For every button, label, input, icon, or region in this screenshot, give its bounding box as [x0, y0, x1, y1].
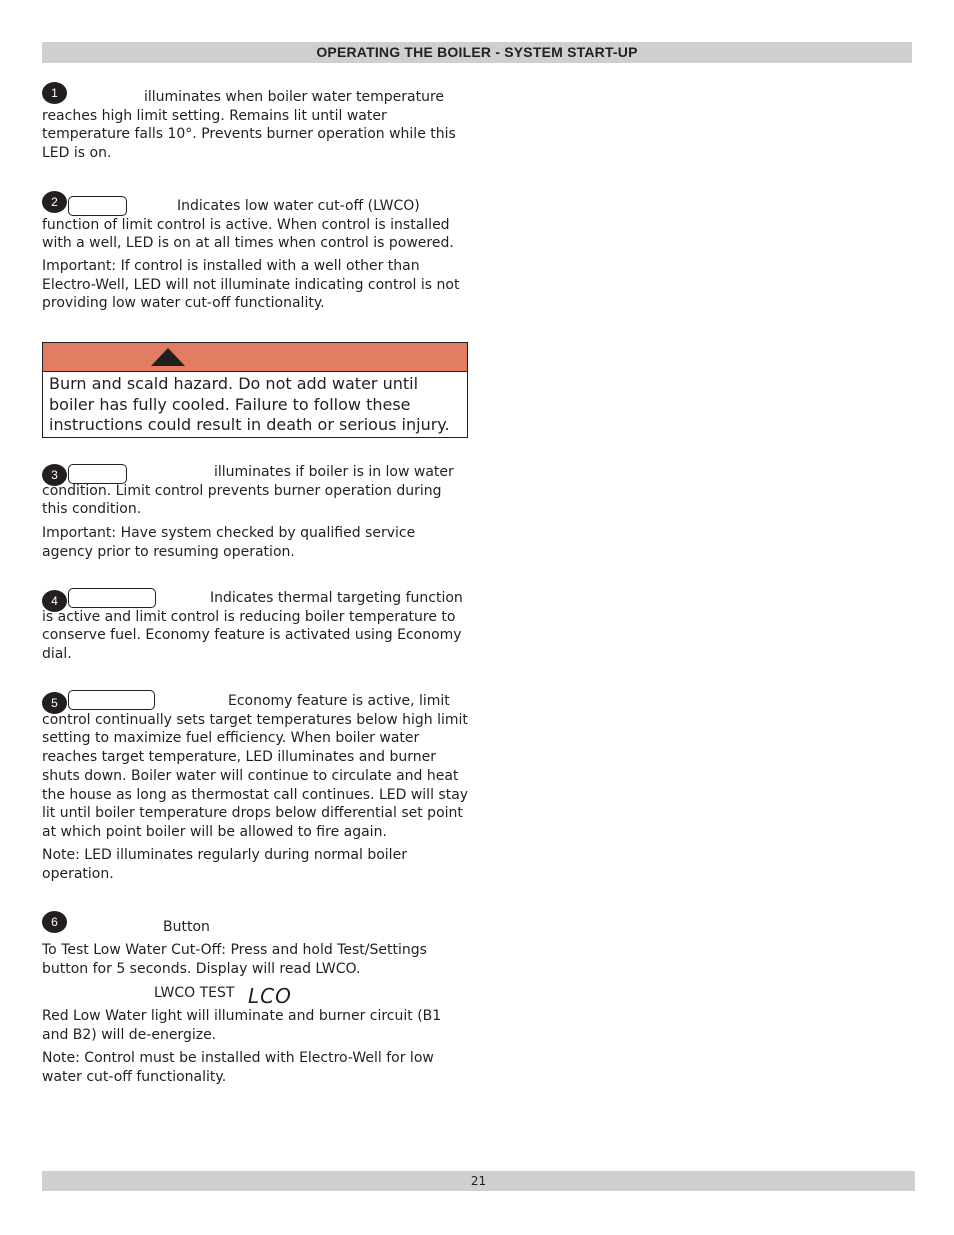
section-1-text: illuminates when boiler water temperature reaches high limit setting. Remains lit until water temperature falls 10°. Prevents burner operation while this LED is on.	[42, 89, 456, 162]
lwco-test-label: LWCO TEST	[154, 985, 235, 1001]
warning-triangle-icon	[151, 348, 185, 366]
step-3-badge: 3	[42, 464, 67, 486]
warning-text: Burn and scald hazard. Do not add water until boiler has fully cooled. Failure to follow these instructions could result in death or serious injury.	[49, 374, 450, 434]
warning-header	[43, 343, 467, 372]
section-5-text: Economy feature is active, limit control continually sets target temperatures below high limit setting to maximize fuel efficiency. When boiler water reaches target temperature, LED illuminates and burner shuts down. Boiler water will continue to circulate and heat the house as long as thermostat call continues. LED will stay lit until boiler temperature drops below differential set point at which point boiler will be allowed to fire again.	[42, 693, 469, 840]
step-2-badge: 2	[42, 191, 67, 213]
footer-bar	[42, 1171, 915, 1191]
page-number: 21	[470, 1174, 487, 1188]
section-6-result: Red Low Water light will illuminate and burner circuit (B1 and B2) will de-energize.	[42, 1008, 442, 1043]
section-6-note: Note: Control must be installed with Electro-Well for low water cut-off functionality.	[42, 1050, 434, 1085]
step-5-badge: 5	[42, 692, 67, 714]
section-2-important: Important: If control is installed with a well other than Electro-Well, LED will not illuminate indicating control is not providing low water cut-off functionality.	[42, 258, 460, 312]
section-3-text: illuminates if boiler is in low water condition. Limit control prevents burner operation during this condition.	[42, 464, 454, 518]
section-5-note: Note: LED illuminates regularly during normal boiler operation.	[42, 847, 407, 882]
lco-display-readout: LCO	[248, 984, 292, 1008]
step-6-badge: 6	[42, 911, 67, 933]
step-4-badge: 4	[42, 590, 67, 612]
section-6-text: To Test Low Water Cut-Off: Press and hold Test/Settings button for 5 seconds. Display will read LWCO.	[42, 942, 427, 977]
step-1-badge: 1	[42, 82, 67, 104]
header-bar	[42, 42, 912, 63]
section-3-important: Important: Have system checked by qualified service agency prior to resuming operation.	[42, 525, 416, 560]
warning-box	[42, 342, 468, 438]
section-4-text: Indicates thermal targeting function is active and limit control is reducing boiler temperature to conserve fuel. Economy feature is activated using Economy dial.	[42, 590, 463, 663]
section-2-text: Indicates low water cut-off (LWCO) function of limit control is active. When control is installed with a well, LED is on at all times when control is powered.	[42, 198, 454, 252]
page-title: OPERATING THE BOILER - SYSTEM START-UP	[316, 44, 638, 60]
button-label: Button	[163, 919, 210, 935]
